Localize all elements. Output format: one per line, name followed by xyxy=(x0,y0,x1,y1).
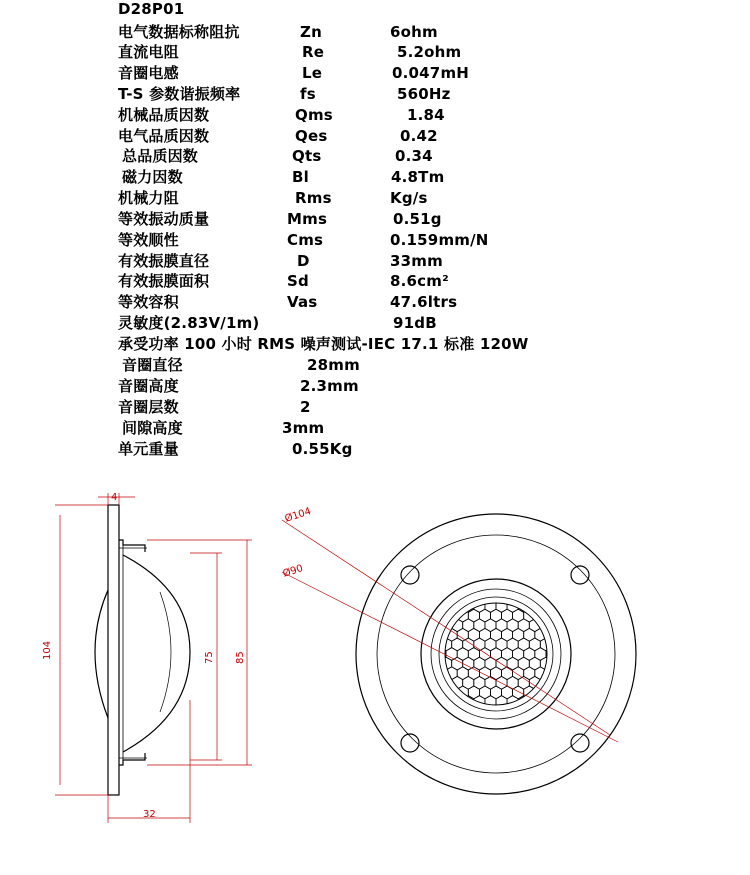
technical-drawing xyxy=(0,480,750,871)
spec-label: 电气数据标称阻抗 xyxy=(118,23,240,41)
extra-label: 单元重量 xyxy=(118,440,179,458)
extra-value: 2.3mm xyxy=(300,377,359,395)
flange-circle xyxy=(356,514,636,794)
power-rating: 承受功率 100 小时 RMS 噪声测试-IEC 17.1 标准 120W xyxy=(118,335,529,353)
spec-label: 有效振膜直径 xyxy=(118,252,210,270)
spec-symbol: Sd xyxy=(287,272,309,290)
extra-value: 3mm xyxy=(282,419,325,437)
spec-label: 灵敏度(2.83V/1m) xyxy=(118,314,260,332)
dome-front xyxy=(95,590,108,718)
spec-label: T-S 参数谐振频率 xyxy=(118,85,241,103)
extra-value: 2 xyxy=(300,398,311,416)
drawing-svg xyxy=(0,480,750,871)
flange-outline xyxy=(108,505,119,795)
leader-104 xyxy=(282,520,610,735)
spec-label: 等效顺性 xyxy=(118,231,179,249)
grille-hex-cell xyxy=(518,696,529,709)
extra-value: 0.55Kg xyxy=(292,440,353,458)
spec-label: 等效振动质量 xyxy=(118,210,210,228)
spec-value: 8.6cm² xyxy=(390,272,449,290)
spec-symbol: Qts xyxy=(292,147,322,165)
spec-symbol: Rms xyxy=(295,189,332,207)
honeycomb-grille xyxy=(435,590,557,718)
extra-label: 间隙高度 xyxy=(122,419,183,437)
spec-label: 总品质因数 xyxy=(122,147,199,165)
side-dim-text xyxy=(42,492,246,820)
spec-value: 0.159mm/N xyxy=(390,231,489,249)
spec-value: 1.84 xyxy=(407,106,445,124)
spec-symbol: Zn xyxy=(300,23,322,41)
grille-hex-cell xyxy=(491,590,502,603)
mount-hole-br xyxy=(571,734,589,752)
dim-text-85: 85 xyxy=(235,651,246,664)
extra-label: 音圈层数 xyxy=(118,398,179,416)
spec-symbol: Cms xyxy=(287,231,324,249)
spec-label: 有效振膜面积 xyxy=(118,272,210,290)
spec-value: 91dB xyxy=(393,314,437,332)
leader-90 xyxy=(282,572,618,742)
grille-hex-cell xyxy=(485,696,496,709)
dim-text-dia104: Ø104 xyxy=(283,506,313,525)
grille-ring-inner xyxy=(439,597,553,711)
mount-hole-tl xyxy=(401,566,419,584)
spec-label: 机械力阻 xyxy=(118,189,179,207)
spec-symbol: fs xyxy=(300,85,316,103)
extra-value: 28mm xyxy=(307,356,360,374)
spec-label: 直流电阻 xyxy=(118,43,179,61)
dim-text-4: 4 xyxy=(111,492,118,503)
spec-label: 音圈电感 xyxy=(118,64,179,82)
spec-symbol: Le xyxy=(302,64,323,82)
extra-label: 音圈高度 xyxy=(118,377,179,395)
spec-label: 机械品质因数 xyxy=(118,106,210,124)
model-title: D28P01 xyxy=(118,0,185,18)
dim-text-104: 104 xyxy=(42,640,53,660)
mount-hole-tr xyxy=(571,566,589,584)
spec-value: 560Hz xyxy=(397,85,451,103)
grille-edge xyxy=(445,603,547,705)
spec-symbol: Qes xyxy=(295,127,328,145)
spec-value: 5.2ohm xyxy=(397,43,462,61)
front-dim-text xyxy=(281,505,312,580)
spec-symbol: Qms xyxy=(295,106,333,124)
spec-symbol: D xyxy=(297,252,310,270)
rear-cup-inner xyxy=(160,592,171,712)
dim-text-dia90: Ø90 xyxy=(281,563,305,580)
extra-label: 音圈直径 xyxy=(122,356,183,374)
spec-label: 电气品质因数 xyxy=(118,127,210,145)
front-view xyxy=(356,514,636,794)
spec-value: 0.34 xyxy=(395,147,433,165)
spec-value: Kg/s xyxy=(390,189,428,207)
dim-text-32: 32 xyxy=(143,809,156,820)
side-dimensions xyxy=(55,493,252,823)
spec-label: 等效容积 xyxy=(118,293,179,311)
spec-label: 磁力因数 xyxy=(122,168,183,186)
flange-inner-circle xyxy=(377,535,615,773)
grille-hex-cell xyxy=(546,648,557,661)
spec-value: 4.8Tm xyxy=(391,168,445,186)
spec-value: 0.047mH xyxy=(392,64,470,82)
spec-value: 47.6ltrs xyxy=(390,293,458,311)
spec-value: 33mm xyxy=(390,252,443,270)
grille-hex-cell xyxy=(491,705,502,718)
spec-value: 6ohm xyxy=(390,23,438,41)
spec-value: 0.51g xyxy=(393,210,442,228)
spec-symbol: Vas xyxy=(287,293,318,311)
spec-symbol: Mms xyxy=(287,210,328,228)
grille-hex-cell xyxy=(496,696,507,709)
spec-symbol: Re xyxy=(302,43,325,61)
dim-text-75: 75 xyxy=(204,651,215,664)
rear-cup xyxy=(123,555,190,752)
side-view xyxy=(95,505,190,795)
grille-hex-cell xyxy=(463,696,474,709)
spec-value: 0.42 xyxy=(400,127,438,145)
spec-symbol: Bl xyxy=(292,168,309,186)
